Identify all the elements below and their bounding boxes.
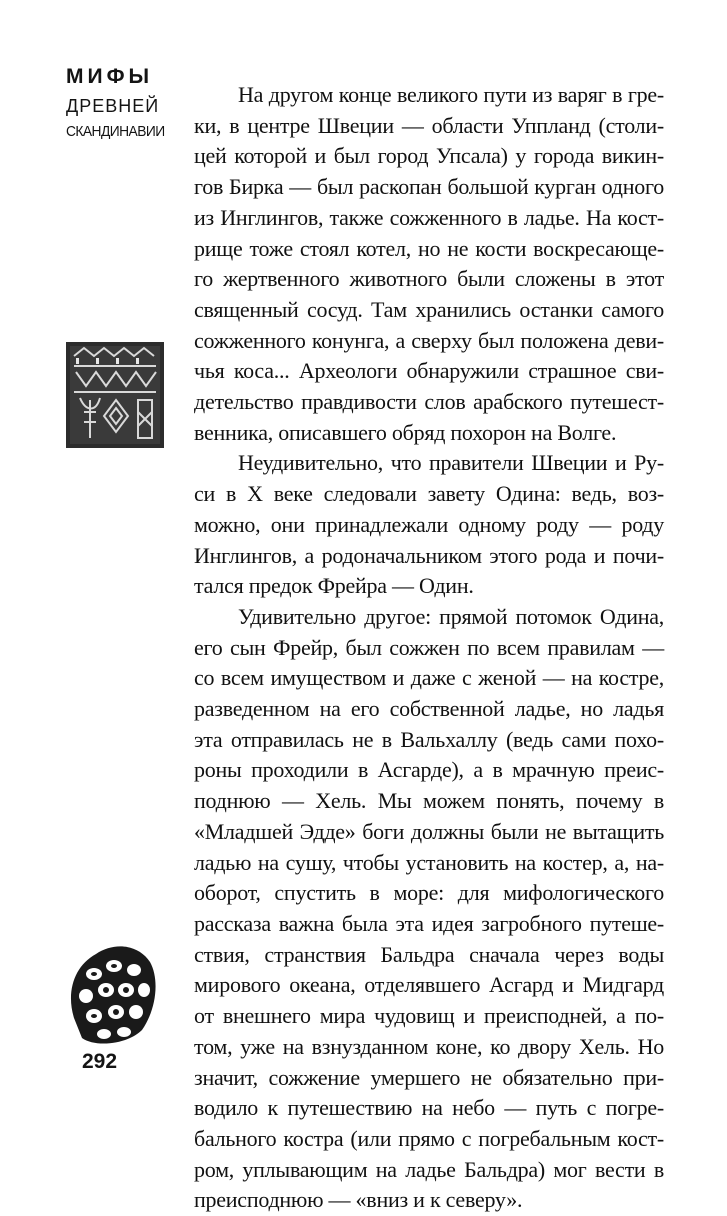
text-line: его сын Фрейр, был сожжен по всем правилам — (194, 634, 664, 660)
text-line: ладью на сушу, чтобы установить на костер, а, на- (194, 849, 664, 875)
text-line: венника, описавшего обряд похорон на Волге. (194, 419, 617, 445)
text-line: со всем имуществом и даже с женой — на костре, (194, 665, 664, 691)
text-line: преисподнюю — «вниз и к северу». (194, 1187, 523, 1213)
text-line: ки, в центре Швеции — области Уппланд (столи- (194, 112, 664, 138)
text-line: от внешнего мира чудовищ и преисподней, а по- (194, 1003, 664, 1029)
text-line: рище тоже стоял котел, но не кости воскресающе- (194, 235, 664, 261)
text-line: детельство правдивости слов арабского путешест- (194, 389, 664, 415)
text-line: сожженного конунга, а сверху был положена деви- (194, 327, 664, 353)
text-line: чья коса... Археологи обнаружили страшное сви- (194, 358, 664, 384)
text-line: можно, они принадлежали одному роду — роду (194, 511, 664, 537)
text-line: ствия, странствия Бальдра сначала через воды (194, 941, 664, 967)
text-line: роны проходили в Асгарде), а в мрачную преис- (194, 757, 664, 783)
header-title-line-3: СКАНДИНАВИИ (66, 123, 165, 140)
page-number: 292 (82, 1050, 118, 1073)
text-line: гов Бирка — был раскопан большой курган одного (194, 174, 664, 200)
body-text (194, 80, 664, 1216)
header-title-line-2: ДРЕВНЕЙ (66, 96, 160, 116)
text-line: поднюю — Хель. Мы можем понять, почему в (194, 788, 664, 814)
text-line: значит, сожжение умершего не обязательно при- (194, 1064, 664, 1090)
text-line: эта отправилась не в Вальхаллу (ведь сами похо- (194, 726, 664, 752)
text-line: «Младшей Эдде» боги должны были не вытащить (194, 818, 664, 844)
text-line: разведенном на его собственной ладье, но ладья (194, 696, 664, 722)
text-line: Удивительно другое: прямой потомок Одина, (238, 603, 664, 629)
text-line: из Инглингов, также сожженного в ладье. На кост- (194, 204, 664, 230)
text-line: оборот, спустить в море: для мифологического (194, 880, 664, 906)
text-line: водило к путешествию на небо — путь с погре- (194, 1095, 664, 1121)
text-line: бального костра (или прямо с погребальным кост- (194, 1125, 664, 1151)
paragraph-3 (194, 602, 664, 1216)
text-line: ром, уплывающим на ладье Бальдра) мог вести в (194, 1156, 664, 1182)
paragraph-2 (194, 448, 664, 602)
text-line: священный сосуд. Там хранились останки самого (194, 296, 664, 322)
running-header (66, 64, 176, 144)
text-line: рассказа важна была эта идея загробного путеше- (194, 910, 664, 936)
text-line: мирового океана, отделявшего Асгард и Мидгард (194, 972, 664, 998)
text-line: го жертвенного животного были сложены в этот (194, 266, 664, 292)
text-line: тался предок Фрейра — Один. (194, 573, 474, 599)
text-line: том, уже на взнузданном коне, ко двору Хель. Но (194, 1033, 664, 1059)
text-line: Инглингов, а родоначальником этого рода и почи- (194, 542, 664, 568)
interlace-knot-icon (66, 940, 158, 1048)
runic-ornament-icon (66, 342, 164, 448)
header-title-line-1: МИФЫ (66, 65, 154, 88)
text-line: цей которой и был город Упсала) у города викин- (194, 143, 664, 169)
text-line: Неудивительно, что правители Швеции и Ру- (238, 450, 664, 476)
text-line: си в X веке следовали завету Одина: ведь, воз- (194, 481, 664, 507)
paragraph-1 (194, 80, 664, 448)
text-line: На другом конце великого пути из варяг в гре- (238, 82, 664, 107)
